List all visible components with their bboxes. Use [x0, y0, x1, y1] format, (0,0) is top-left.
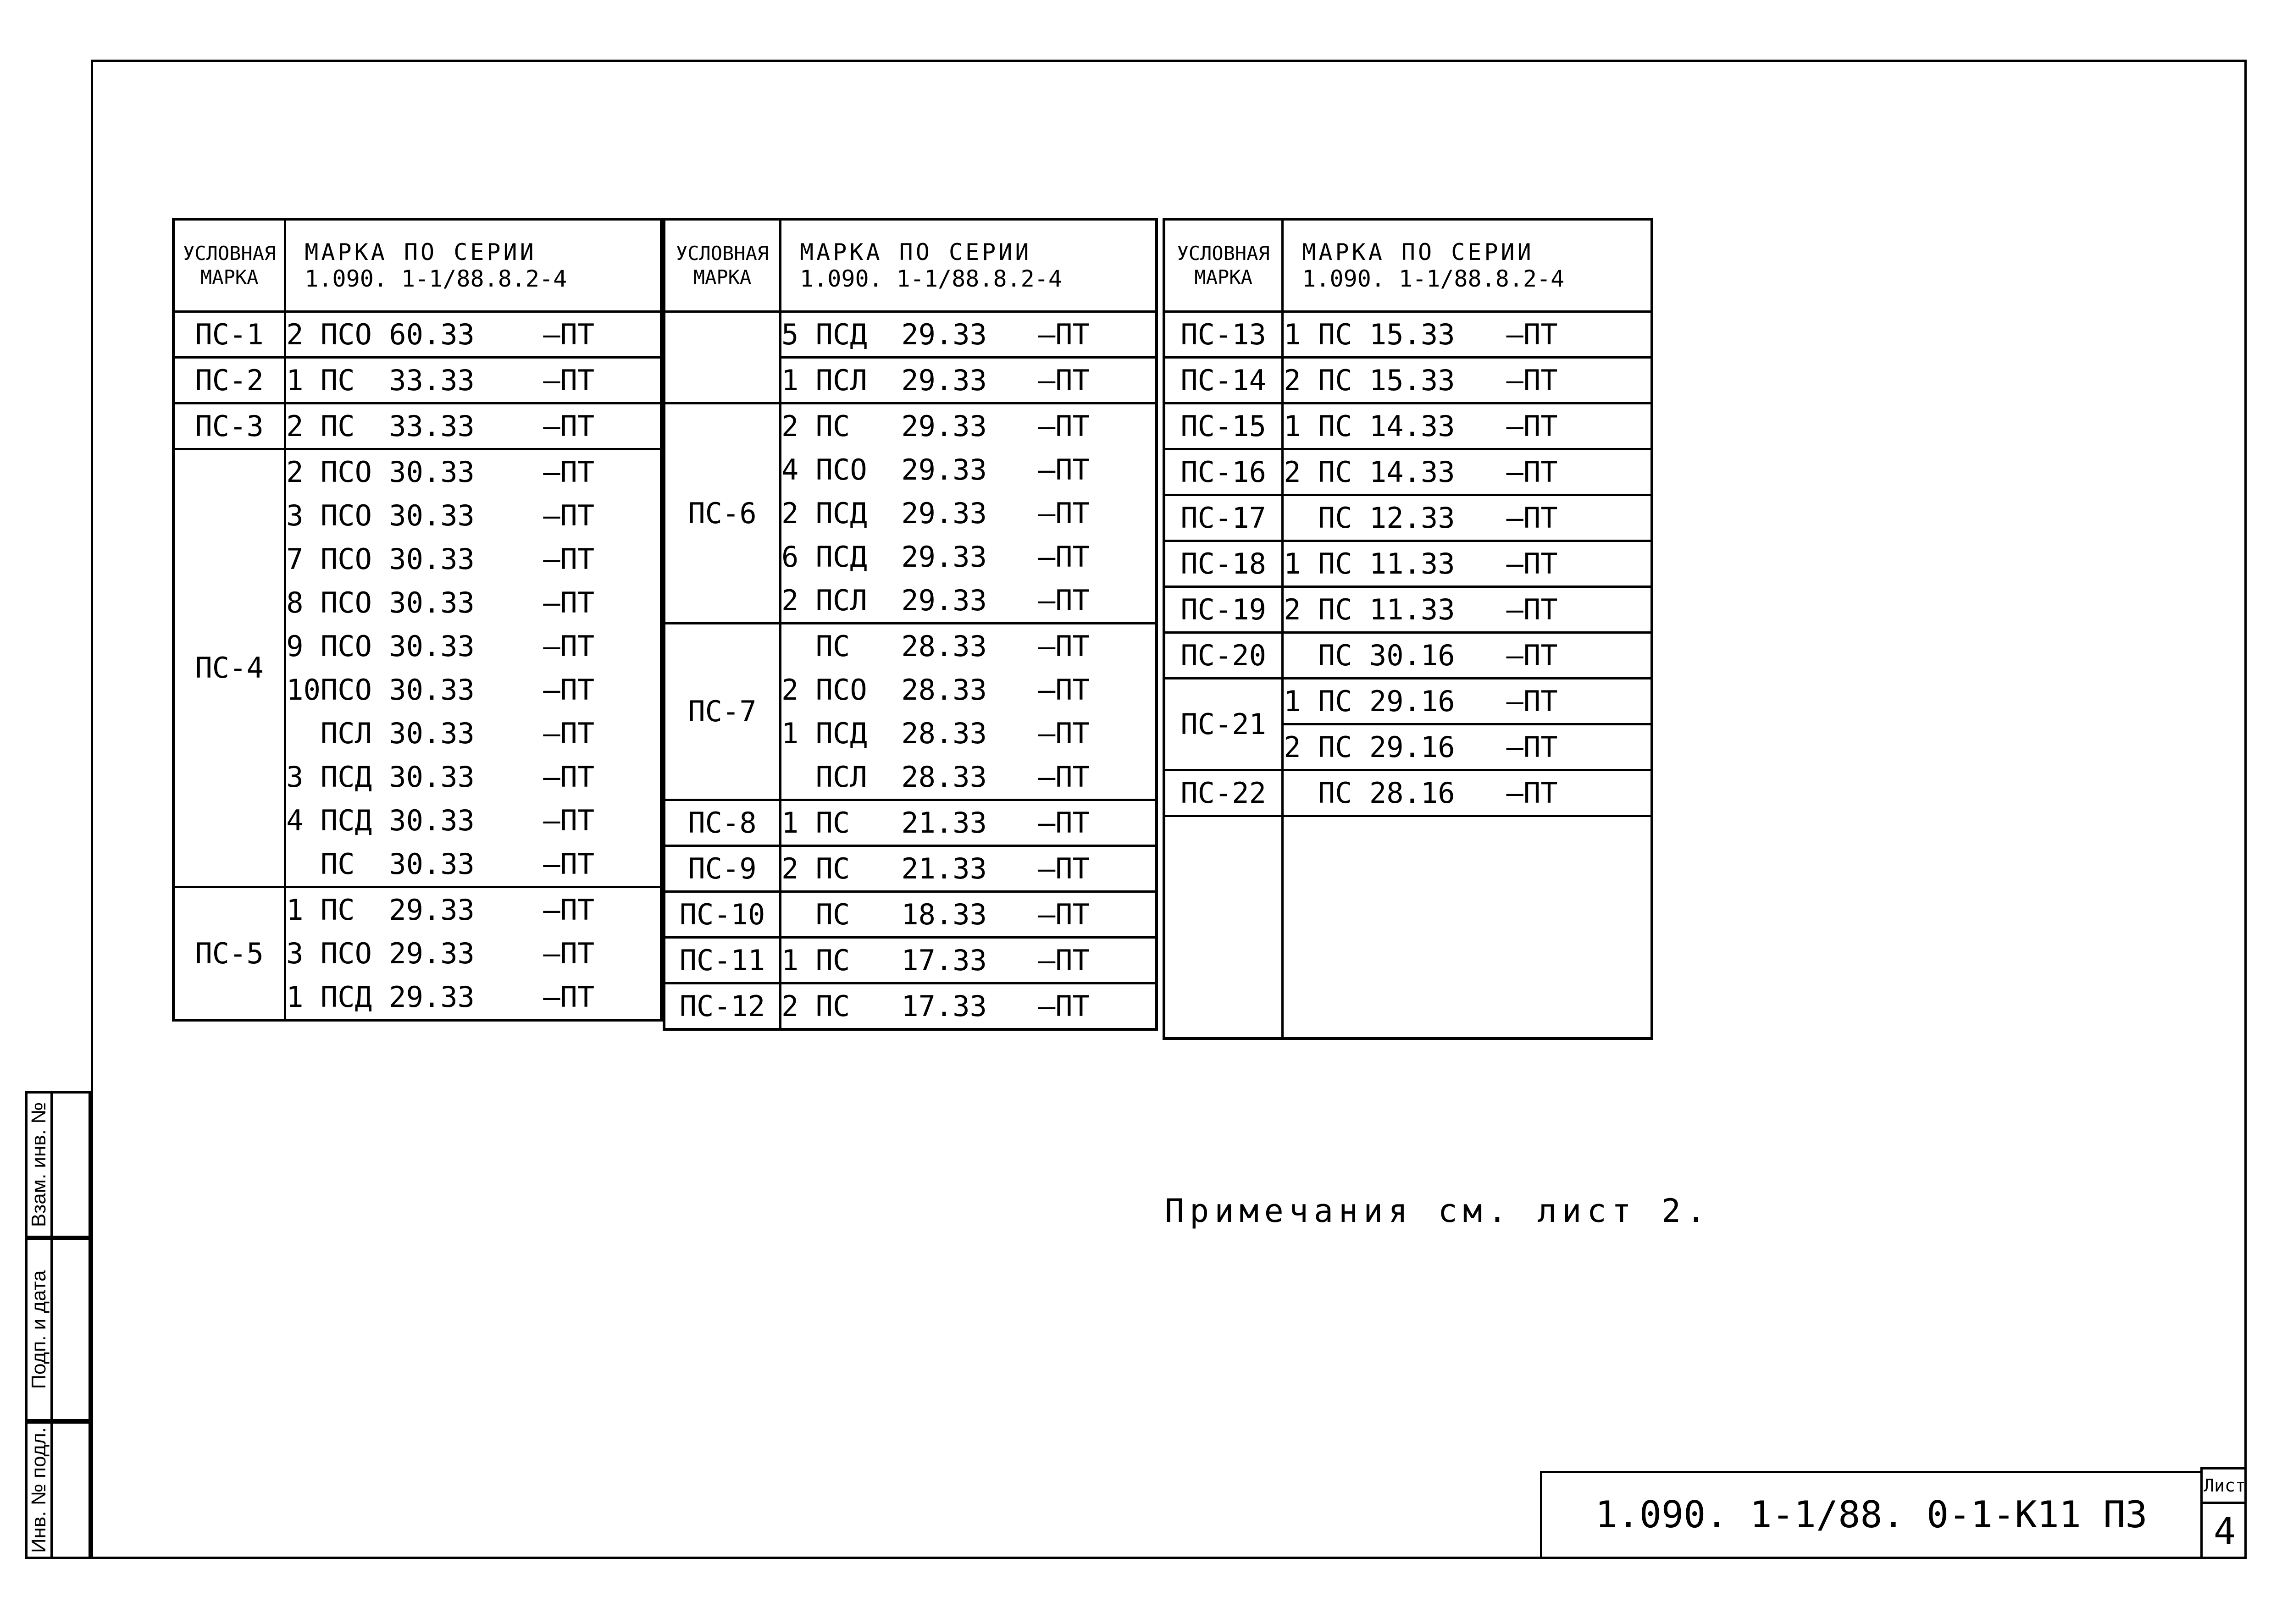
cond-cell: ПС-12 — [664, 983, 781, 1030]
table-row — [664, 403, 1157, 448]
table-row — [664, 938, 1157, 983]
note-text: Примечания см. лист 2. — [1165, 1192, 1711, 1230]
mark-cell: 2 ПС 14.33 –ПТ — [1283, 449, 1652, 495]
header-mark-line2: 1.090. 1-1/88.8.2-4 — [305, 265, 567, 292]
table-row — [664, 892, 1157, 938]
cond-cell: ПС-15 — [1164, 403, 1283, 449]
mark-cell: ПС 12.33 –ПТ — [1283, 495, 1652, 541]
side-cell-inv-podl — [25, 1421, 53, 1559]
mark-cell: ПС 28.33 –ПТ — [781, 624, 1157, 668]
empty-cell — [1164, 816, 1283, 1039]
mark-cell: 1 ПС 29.16 –ПТ — [1283, 679, 1652, 724]
title-block-code: 1.090. 1-1/88. 0-1-К11 ПЗ — [1540, 1471, 2200, 1559]
cond-cell: ПС-10 — [664, 892, 781, 938]
mark-cell: 1 ПС 15.33 –ПТ — [1283, 312, 1652, 358]
header-mark — [1283, 219, 1652, 312]
mark-cell: 3 ПСО 29.33 –ПТ — [285, 932, 661, 975]
mark-cell: 4 ПСО 29.33 –ПТ — [781, 448, 1157, 492]
header-cond-line2: МАРКА — [200, 266, 259, 288]
table-row — [1164, 449, 1652, 495]
cond-cell: ПС-1 — [173, 312, 285, 358]
table-row — [173, 887, 661, 932]
header-mark-line2: 1.090. 1-1/88.8.2-4 — [800, 265, 1062, 292]
table-row — [173, 449, 661, 494]
mark-cell: ПС 30.33 –ПТ — [285, 842, 661, 887]
table-row — [173, 312, 661, 358]
cond-cell: ПС-16 — [1164, 449, 1283, 495]
spec-table-1 — [172, 218, 663, 1022]
mark-cell: 2 ПС 29.16 –ПТ — [1283, 724, 1652, 770]
cond-cell-ps21: ПС-21 — [1164, 679, 1283, 770]
header-mark-line1: МАРКА ПО СЕРИИ — [305, 239, 537, 265]
header-mark-line2: 1.090. 1-1/88.8.2-4 — [1302, 265, 1565, 292]
mark-cell: 2 ПСД 29.33 –ПТ — [781, 492, 1157, 535]
table-row — [1164, 633, 1652, 679]
sheet-number: 4 — [2213, 1510, 2236, 1552]
header-cond — [1164, 219, 1283, 312]
cond-cell-ps7: ПС-7 — [664, 624, 781, 800]
sheet-box — [2200, 1467, 2247, 1559]
mark-cell: 1 ПСЛ 29.33 –ПТ — [781, 358, 1157, 403]
mark-cell: 2 ПСО 28.33 –ПТ — [781, 668, 1157, 712]
mark-cell: 6 ПСД 29.33 –ПТ — [781, 535, 1157, 579]
table-row — [664, 312, 1157, 358]
table-row — [1164, 679, 1652, 724]
table-row — [1164, 770, 1652, 816]
cond-cell: ПС-20 — [1164, 633, 1283, 679]
mark-cell: 1 ПС 33.33 –ПТ — [285, 358, 661, 403]
table-row — [1164, 541, 1652, 587]
mark-cell: ПСЛ 30.33 –ПТ — [285, 712, 661, 755]
table-row — [664, 846, 1157, 892]
mark-cell: 3 ПСД 30.33 –ПТ — [285, 755, 661, 799]
sheet-label: Лист — [2203, 1469, 2247, 1504]
header-cond-line1: УСЛОВНАЯ — [676, 242, 769, 265]
cond-cell: ПС-17 — [1164, 495, 1283, 541]
header-cond-line1: УСЛОВНАЯ — [183, 242, 276, 265]
cond-cell: ПС-19 — [1164, 587, 1283, 633]
table-header — [173, 219, 661, 312]
side-blank-2 — [53, 1238, 91, 1421]
header-cond-line1: УСЛОВНАЯ — [1177, 242, 1270, 265]
mark-cell: 1 ПСД 28.33 –ПТ — [781, 712, 1157, 755]
side-label-podp-data: Подп. и дата — [28, 1270, 50, 1389]
cond-cell: ПС-18 — [1164, 541, 1283, 587]
cond-cell-ps4: ПС-4 — [173, 449, 285, 887]
mark-cell: 1 ПС 11.33 –ПТ — [1283, 541, 1652, 587]
header-mark — [781, 219, 1157, 312]
cond-cell: ПС-13 — [1164, 312, 1283, 358]
table-row-empty — [1164, 816, 1652, 1039]
mark-cell: 1 ПС 17.33 –ПТ — [781, 938, 1157, 983]
table-row — [1164, 495, 1652, 541]
header-mark-line1: МАРКА ПО СЕРИИ — [800, 239, 1032, 265]
mark-cell: 1 ПС 14.33 –ПТ — [1283, 403, 1652, 449]
mark-cell: ПС 30.16 –ПТ — [1283, 633, 1652, 679]
mark-cell: 2 ПС 15.33 –ПТ — [1283, 358, 1652, 403]
side-label-vzam-inv: Взам. инв. № — [28, 1102, 50, 1227]
cond-cell: ПС-2 — [173, 358, 285, 403]
mark-cell: 9 ПСО 30.33 –ПТ — [285, 624, 661, 668]
mark-cell: 4 ПСД 30.33 –ПТ — [285, 799, 661, 842]
table-header — [664, 219, 1157, 312]
cond-cell-ps6: ПС-6 — [664, 403, 781, 624]
mark-cell: 1 ПС 29.33 –ПТ — [285, 887, 661, 932]
header-cond — [173, 219, 285, 312]
mark-cell: 2 ПС 17.33 –ПТ — [781, 983, 1157, 1030]
table-row — [173, 403, 661, 449]
table-header — [1164, 219, 1652, 312]
mark-cell: 2 ПС 11.33 –ПТ — [1283, 587, 1652, 633]
mark-cell: 1 ПС 21.33 –ПТ — [781, 800, 1157, 846]
mark-cell: 7 ПСО 30.33 –ПТ — [285, 537, 661, 581]
cond-cell: ПС-3 — [173, 403, 285, 449]
mark-cell: 5 ПСД 29.33 –ПТ — [781, 312, 1157, 358]
mark-cell: ПСЛ 28.33 –ПТ — [781, 755, 1157, 800]
cond-cell: ПС-11 — [664, 938, 781, 983]
mark-cell: 1 ПСД 29.33 –ПТ — [285, 975, 661, 1020]
table-row — [173, 358, 661, 403]
table-row — [1164, 587, 1652, 633]
side-label-inv-podl: Инв. № подл. — [28, 1427, 50, 1553]
empty-cell — [1283, 816, 1652, 1039]
header-mark-line1: МАРКА ПО СЕРИИ — [1302, 239, 1534, 265]
mark-cell: ПС 18.33 –ПТ — [781, 892, 1157, 938]
cond-cell-ps5: ПС-5 — [173, 887, 285, 1021]
header-cond-line2: МАРКА — [1194, 266, 1252, 288]
cond-cell: ПС-9 — [664, 846, 781, 892]
spec-table-3 — [1163, 218, 1653, 1040]
mark-cell: 2 ПСО 60.33 –ПТ — [285, 312, 661, 358]
header-mark — [285, 219, 661, 312]
side-cell-podp-data — [25, 1238, 53, 1421]
cond-cell: ПС-14 — [1164, 358, 1283, 403]
cond-cell-blank — [664, 312, 781, 403]
side-cell-vzam-inv — [25, 1091, 53, 1238]
mark-cell: 3 ПСО 30.33 –ПТ — [285, 494, 661, 537]
mark-cell: 2 ПС 21.33 –ПТ — [781, 846, 1157, 892]
table-row — [1164, 358, 1652, 403]
mark-cell: ПС 28.16 –ПТ — [1283, 770, 1652, 816]
header-cond — [664, 219, 781, 312]
mark-cell: 2 ПС 33.33 –ПТ — [285, 403, 661, 449]
cond-cell: ПС-8 — [664, 800, 781, 846]
mark-cell: 10ПСО 30.33 –ПТ — [285, 668, 661, 712]
mark-cell: 2 ПС 29.33 –ПТ — [781, 403, 1157, 448]
table-row — [664, 800, 1157, 846]
mark-cell: 2 ПСЛ 29.33 –ПТ — [781, 579, 1157, 624]
mark-cell: 2 ПСО 30.33 –ПТ — [285, 449, 661, 494]
cond-cell: ПС-22 — [1164, 770, 1283, 816]
header-cond-line2: МАРКА — [693, 266, 752, 288]
table-row — [1164, 403, 1652, 449]
mark-cell: 8 ПСО 30.33 –ПТ — [285, 581, 661, 624]
spec-table-2 — [663, 218, 1158, 1031]
side-blank-3 — [53, 1091, 91, 1238]
side-blank-1 — [53, 1421, 91, 1559]
table-row — [1164, 312, 1652, 358]
table-row — [664, 624, 1157, 668]
table-row — [664, 983, 1157, 1030]
